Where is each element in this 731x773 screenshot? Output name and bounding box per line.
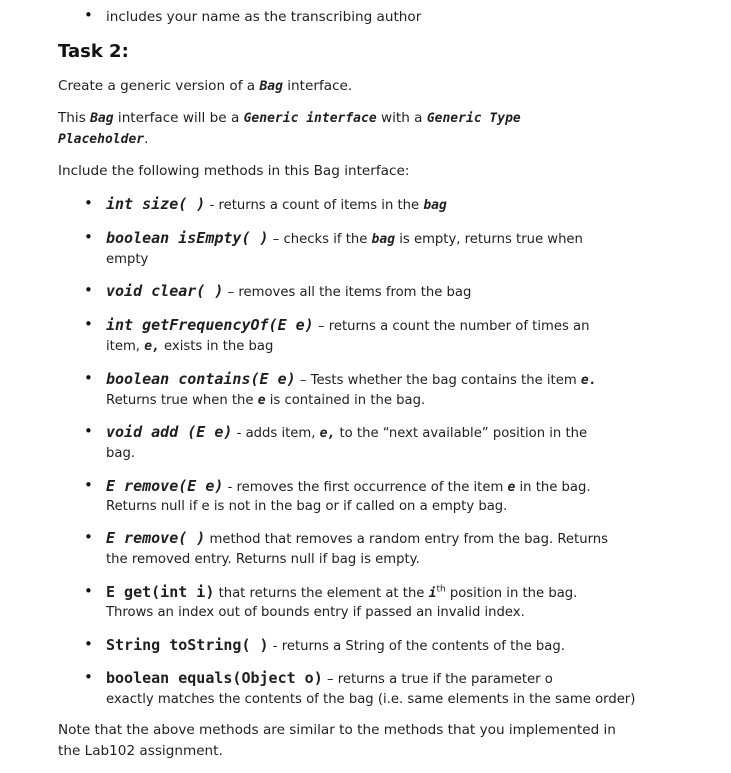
- method-signature: void clear( ): [106, 282, 224, 300]
- method-desc: - returns a String of the contents of the bag.: [268, 639, 565, 654]
- paragraph-generic-line2: [58, 131, 148, 147]
- method-desc: exists in the bag: [159, 339, 274, 354]
- bullet-dot: •: [84, 528, 93, 546]
- method-desc: – removes all the items from the bag: [223, 285, 472, 300]
- method-desc: to the “next available” position in the: [335, 426, 588, 441]
- bullet-dot: •: [84, 281, 93, 299]
- note-line1: Note that the above methods are similar to the methods that you implemented in: [58, 722, 616, 738]
- method-signature: E get(int i): [106, 583, 215, 601]
- method-item: [106, 583, 577, 601]
- method-signature: E remove(E e): [106, 477, 224, 495]
- method-desc: - adds item,: [232, 426, 320, 441]
- method-desc-line2: [106, 393, 425, 408]
- method-code: e,: [144, 339, 160, 354]
- method-signature: boolean equals(Object o): [106, 669, 323, 687]
- paragraph-generic-line1: [58, 110, 521, 126]
- method-item: [106, 316, 589, 334]
- bullet-dot: •: [84, 228, 93, 246]
- p2-text-d: .: [144, 131, 149, 147]
- bullet-dot: •: [84, 6, 93, 24]
- method-desc: Returns true when the: [106, 393, 258, 408]
- superscript: th: [436, 584, 446, 595]
- method-signature: boolean contains(E e): [106, 370, 296, 388]
- p2-code-bag: Bag: [90, 111, 114, 126]
- note-line2: the Lab102 assignment.: [58, 743, 223, 759]
- method-desc-line2: the removed entry. Returns null if bag is empty.: [106, 552, 420, 567]
- method-item: [106, 282, 471, 300]
- method-item: [106, 529, 608, 547]
- method-item: [106, 423, 587, 441]
- p1-text-a: Create a generic version of a: [58, 78, 260, 94]
- method-desc: – returns a count the number of times an: [313, 319, 590, 334]
- method-signature: String toString( ): [106, 636, 269, 654]
- bullet-dot: •: [84, 369, 93, 387]
- method-desc: – checks if the: [268, 232, 372, 247]
- method-item: [106, 477, 591, 495]
- p2-code-placeholder: Placeholder: [58, 132, 145, 147]
- method-desc: – returns a true if the parameter o: [322, 672, 553, 687]
- method-code: bag: [371, 232, 396, 247]
- paragraph-include: Include the following methods in this Bag interface:: [58, 163, 410, 179]
- bullet-dot: •: [84, 635, 93, 653]
- method-desc: is empty, returns true when: [395, 232, 583, 247]
- method-desc: is contained in the bag.: [265, 393, 426, 408]
- p2-code-generic-type: Generic Type: [426, 111, 521, 126]
- method-signature: boolean isEmpty( ): [106, 229, 269, 247]
- bullet-dot: •: [84, 194, 93, 212]
- p2-text-b: interface will be a: [113, 110, 244, 126]
- method-desc: method that removes a random entry from the bag. Returns: [205, 532, 608, 547]
- intro-bullet-text: includes your name as the transcribing author: [106, 9, 422, 25]
- method-item: [106, 195, 447, 213]
- task-heading: Task 2:: [58, 41, 129, 62]
- p2-text-c: with a: [376, 110, 427, 126]
- method-code: e,: [319, 426, 336, 441]
- method-desc: position in the bag.: [445, 586, 578, 601]
- method-signature: int getFrequencyOf(E e): [106, 316, 314, 334]
- bullet-dot: •: [84, 582, 93, 600]
- method-desc-line2: bag.: [106, 446, 136, 461]
- method-item: [106, 636, 565, 654]
- method-signature: void add (E e): [106, 423, 233, 441]
- method-item: [106, 370, 597, 388]
- method-desc: – Tests whether the bag contains the item: [295, 373, 581, 388]
- method-code: e.: [580, 373, 597, 388]
- method-desc: item,: [106, 339, 145, 354]
- method-item: [106, 669, 553, 687]
- p1-code: Bag: [259, 79, 283, 94]
- p2-text-a: This: [58, 110, 91, 126]
- method-code: e: [507, 480, 516, 495]
- method-signature: E remove( ): [106, 529, 206, 547]
- method-code: e: [257, 393, 266, 408]
- p1-text-b: interface.: [282, 78, 353, 94]
- paragraph-create: [58, 78, 352, 94]
- method-desc: that returns the element at the: [214, 586, 429, 601]
- method-desc: in the bag.: [515, 480, 591, 495]
- method-desc-line2: Throws an index out of bounds entry if passed an invalid index.: [106, 605, 525, 620]
- method-desc-line2: Returns null if e is not in the bag or if called on a empty bag.: [106, 499, 508, 514]
- method-desc: - returns a count of items in the: [205, 198, 424, 213]
- bullet-dot: •: [84, 668, 93, 686]
- p2-code-generic-interface: Generic interface: [243, 111, 377, 126]
- bullet-dot: •: [84, 422, 93, 440]
- bullet-dot: •: [84, 476, 93, 494]
- method-code: bag: [423, 198, 447, 213]
- method-desc-line2: empty: [106, 252, 149, 267]
- bullet-dot: •: [84, 315, 93, 333]
- method-desc: - removes the first occurrence of the item: [223, 480, 508, 495]
- method-desc-line2: [106, 339, 273, 354]
- method-signature: int size( ): [106, 195, 206, 213]
- method-code: i: [428, 586, 437, 601]
- method-desc-line2: exactly matches the contents of the bag (i.e. same elements in the same order): [106, 692, 636, 707]
- method-item: [106, 229, 583, 247]
